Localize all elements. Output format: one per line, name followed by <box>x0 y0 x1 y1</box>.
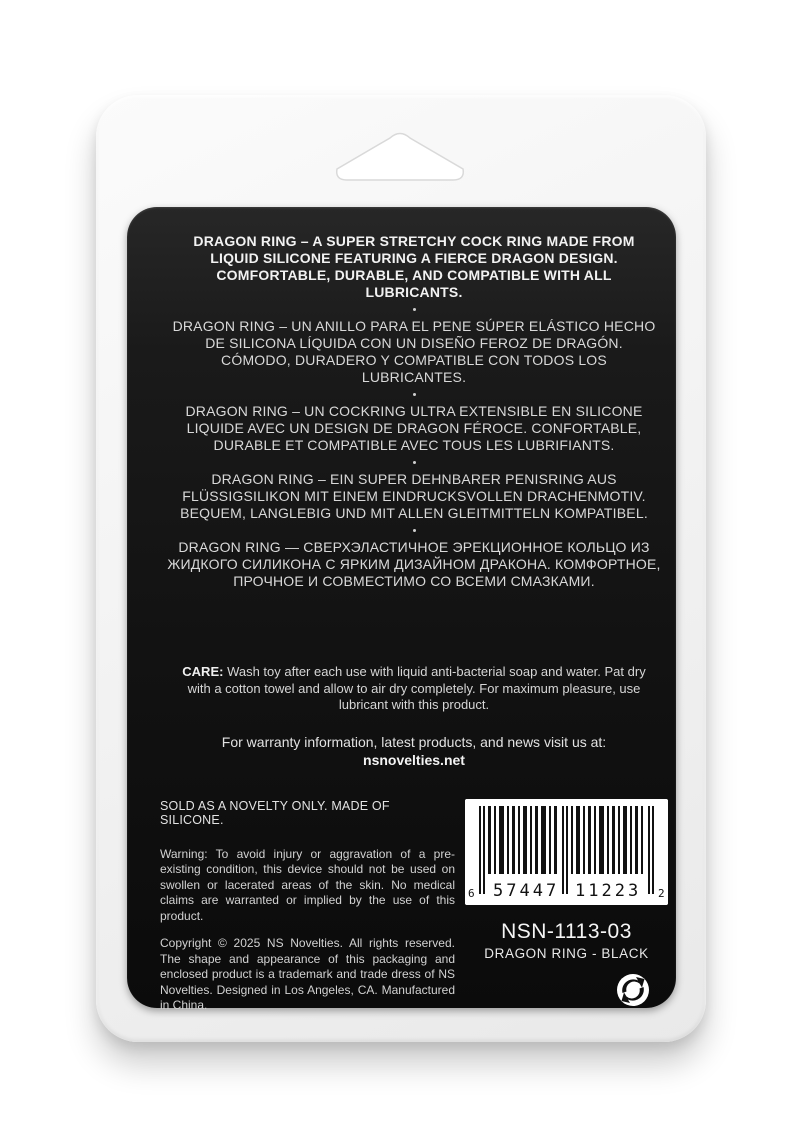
description-russian: DRAGON RING — СВЕРХЭЛАСТИЧНОЕ ЭРЕКЦИОННОЕ КОЛЬЦО ИЗ ЖИДКОГО СИЛИКОНА С ЯРКИМ ДИЗАЙНОМ ДРАКОНА. КОМФОРТНОЕ, ПРОЧНОЕ И СОВМЕСТИМО СО ВСЕМИ СМАЗКАМИ. <box>167 539 661 589</box>
product-name: DRAGON RING - BLACK <box>484 945 649 961</box>
copyright-text: Copyright © 2025 NS Novelties. All rights reserved. The shape and appearance of this packaging and enclosed product is a trademark and trade dress of NS Novelties. Designed in Los Angeles, CA. Manufactured in China. <box>160 936 455 1012</box>
separator-dot <box>413 461 416 464</box>
warning-text: Warning: To avoid injury or aggravation of a pre-existing condition, this device should not be used on swollen or lacerated areas of the skin. No medical claims are warranted or implied by the use of this product. <box>160 846 455 923</box>
separator-dot <box>413 529 416 532</box>
hang-hole-icon <box>333 131 467 181</box>
barcode-digit-right: 2 <box>658 886 665 900</box>
barcode-column <box>465 799 668 1014</box>
bottom-section <box>160 799 668 1014</box>
blister-package-card <box>96 95 706 1042</box>
description-french: DRAGON RING – UN COCKRING ULTRA EXTENSIBLE EN SILICONE LIQUIDE AVEC UN DESIGN DE DRAGON FÉROCE. CONFORTABLE, DURABLE ET COMPATIBLE AVEC TOUS LES LUBRIFIANTS. <box>185 403 643 453</box>
warranty-line: For warranty information, latest products, and news visit us at: <box>221 733 607 750</box>
care-text: Wash toy after each use with liquid anti-bacterial soap and water. Pat dry with a cotton towel and allow to air dry completely. For maximum pleasure, use lubricant with this product. <box>187 664 646 712</box>
description-german: DRAGON RING – EIN SUPER DEHNBARER PENISRING AUS FLÜSSIGSILIKON MIT EINEM EINDRUCKSVOLLEN DRACHENMOTIV. BEQUEM, LANGLEBIG UND MIT ALLEN GLEITMITTELN KOMPATIBEL. <box>180 471 648 521</box>
package-back-panel <box>127 207 676 1012</box>
care-instructions <box>179 664 649 714</box>
barcode-digits-group1: 57447 <box>493 880 560 901</box>
novelty-disclaimer: SOLD AS A NOVELTY ONLY. MADE OF SILICONE. <box>160 798 390 827</box>
description-spanish: DRAGON RING – UN ANILLO PARA EL PENE SÚPER ELÁSTICO HECHO DE SILICONA LÍQUIDA CON UN DISEÑO FEROZ DE DRAGÓN. CÓMODO, DURADERO Y COMPATIBLE CON TODOS LOS LUBRICANTES. <box>172 318 656 385</box>
separator-dot <box>413 393 416 396</box>
sku-number: NSN-1113-03 <box>501 919 632 943</box>
description-english: DRAGON RING – A SUPER STRETCHY COCK RING MADE FROM LIQUID SILICONE FEATURING A FIERCE DRAGON DESIGN. COMFORTABLE, DURABLE, AND COMPATIBLE WITH ALL LUBRICANTS. <box>193 233 635 300</box>
green-dot-recycling-icon <box>616 973 650 1007</box>
barcode-digits-group2: 11223 <box>575 880 642 901</box>
separator-dot <box>413 308 416 311</box>
upc-barcode <box>465 799 668 905</box>
legal-column <box>160 799 455 1014</box>
care-label: CARE: <box>182 664 224 679</box>
warranty-info <box>160 733 668 769</box>
barcode-digit-left: 6 <box>468 886 475 900</box>
website-link: nsnovelties.net <box>363 751 465 768</box>
